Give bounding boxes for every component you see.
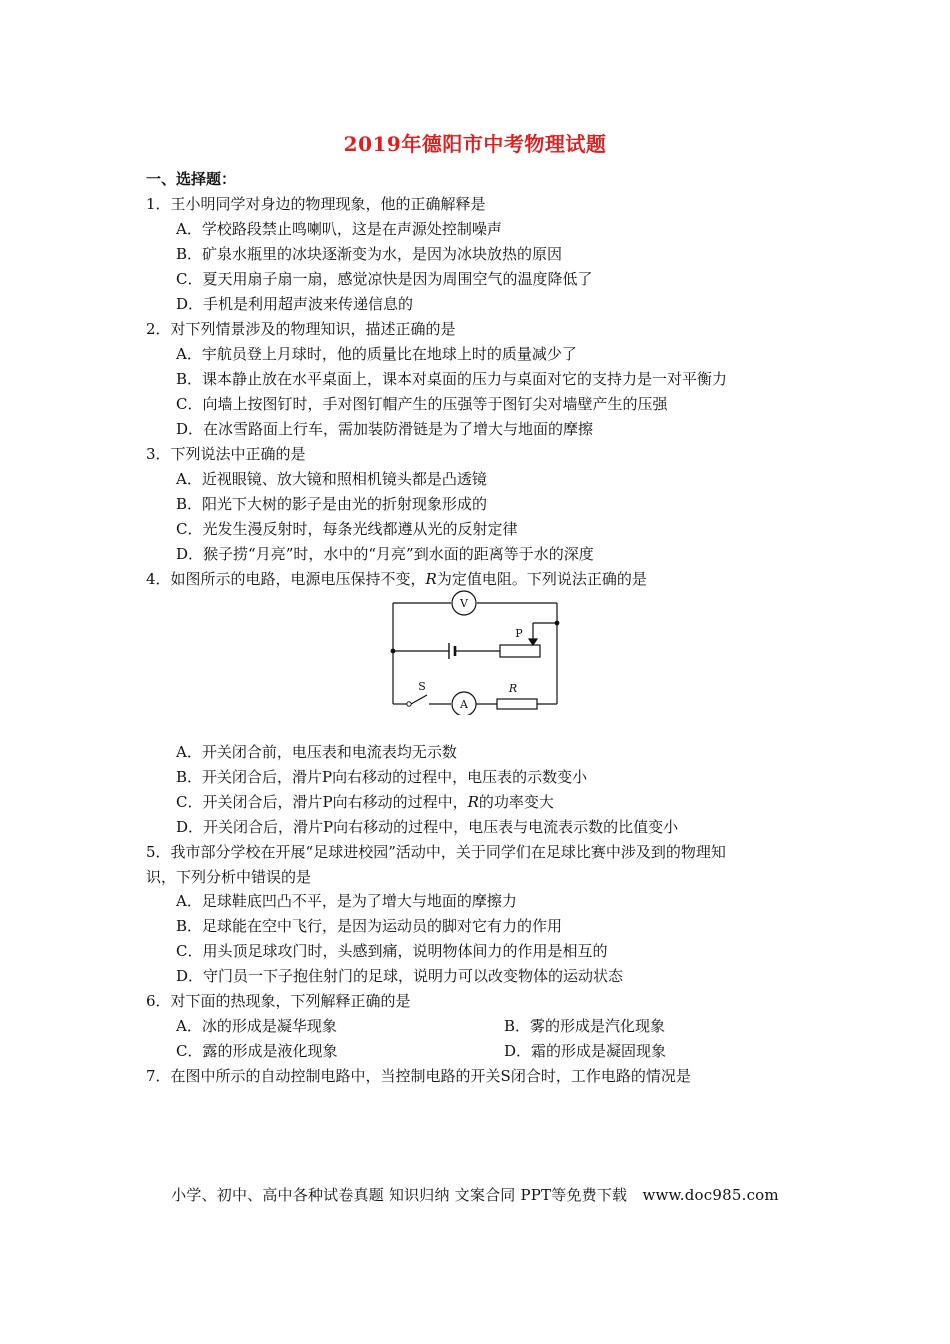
page-footer: 小学、初中、高中各种试卷真题 知识归纳 文案合同 PPT等免费下载 www.doc985.com xyxy=(171,1186,779,1204)
question-2-option-b: B．课本静止放在水平桌面上，课本对桌面的压力与桌面对它的支持力是一对平衡力 xyxy=(176,370,728,388)
switch-blade xyxy=(411,695,427,704)
question-5-option-c: C．用头顶足球攻门时，头感到痛，说明物体间力的作用是相互的 xyxy=(176,942,608,960)
ammeter-label: A xyxy=(460,698,468,711)
question-2-stem: 2．对下列情景涉及的物理知识，描述正确的是 xyxy=(146,320,456,338)
question-5-option-d: D．守门员一下子抱住射门的足球，说明力可以改变物体的运动状态 xyxy=(176,967,624,985)
question-4-option-d: D．开关闭合后，滑片P向右移动的过程中，电压表与电流表示数的比值变小 xyxy=(176,818,679,836)
question-1-option-d: D．手机是利用超声波来传递信息的 xyxy=(176,295,414,313)
switch-label: S xyxy=(418,680,426,693)
rheostat xyxy=(500,645,540,657)
section-heading: 一、选择题： xyxy=(146,170,237,188)
resistor xyxy=(497,699,537,709)
question-5-option-a: A．足球鞋底凹凸不平，是为了增大与地面的摩擦力 xyxy=(176,892,517,910)
question-4-stem-after: 为定值电阻。下列说法正确的是 xyxy=(436,570,647,588)
question-4-option-a: A．开关闭合前，电压表和电流表均无示数 xyxy=(176,743,457,761)
question-1-option-a: A．学校路段禁止鸣喇叭，这是在声源处控制噪声 xyxy=(176,220,502,238)
question-2-option-a: A．宇航员登上月球时，他的质量比在地球上时的质量减少了 xyxy=(176,345,577,363)
slider-label: P xyxy=(515,627,523,640)
question-2-option-c: C．向墙上按图钉时，手对图钉帽产生的压强等于图钉尖对墙壁产生的压强 xyxy=(176,395,668,413)
question-3-option-b: B．阳光下大树的影子是由光的折射现象形成的 xyxy=(176,495,488,513)
question-6-stem: 6．对下面的热现象，下列解释正确的是 xyxy=(146,992,411,1010)
question-3-option-c: C．光发生漫反射时，每条光线都遵从光的反射定律 xyxy=(176,520,518,538)
question-6-option-a: A．冰的形成是凝华现象 xyxy=(176,1017,337,1035)
question-1-option-b: B．矿泉水瓶里的冰块逐渐变为水，是因为冰块放热的原因 xyxy=(176,245,563,263)
slider-arrow-icon xyxy=(529,639,537,645)
question-2-option-d: D．在冰雪路面上行车，需加装防滑链是为了增大与地面的摩擦 xyxy=(176,420,594,438)
question-1-stem: 1．王小明同学对身边的物理现象，他的正确解释是 xyxy=(146,195,486,213)
question-3-option-d: D．猴子捞“月亮”时，水中的“月亮”到水面的距离等于水的深度 xyxy=(176,545,594,563)
question-4-option-b: B．开关闭合后，滑片P向右移动的过程中，电压表的示数变小 xyxy=(176,768,588,786)
switch-contact xyxy=(407,702,411,706)
question-4-option-c-after: 的功率变大 xyxy=(478,793,554,811)
junction-dot xyxy=(555,621,560,626)
question-5-stem-line1: 5．我市部分学校在开展“足球进校园”活动中，关于同学们在足球比赛中涉及到的物理知 xyxy=(146,843,726,861)
question-1-option-c: C．夏天用扇子扇一扇，感觉凉快是因为周围空气的温度降低了 xyxy=(176,270,593,288)
question-5-stem-line2: 识，下列分析中错误的是 xyxy=(146,868,312,886)
circuit-diagram xyxy=(385,585,565,715)
question-4-option-c-before: C．开关闭合后，滑片P向右移动的过程中， xyxy=(176,793,468,811)
question-4-stem-var: R xyxy=(425,570,437,588)
resistor-label: R xyxy=(508,682,518,695)
question-4-option-c-var: R xyxy=(467,793,479,811)
voltmeter-label: V xyxy=(460,597,468,610)
question-4-stem-before: 4．如图所示的电路，电源电压保持不变， xyxy=(146,570,426,588)
junction-dot xyxy=(391,649,396,654)
question-6-option-b: B．雾的形成是汽化现象 xyxy=(504,1017,666,1035)
question-6-option-c: C．露的形成是液化现象 xyxy=(176,1042,338,1060)
question-6-option-d: D．霜的形成是凝固现象 xyxy=(504,1042,667,1060)
question-3-option-a: A．近视眼镜、放大镜和照相机镜头都是凸透镜 xyxy=(176,470,487,488)
page-title: 2019年德阳市中考物理试题 xyxy=(343,132,607,156)
question-7-stem: 7．在图中所示的自动控制电路中，当控制电路的开关S闭合时，工作电路的情况是 xyxy=(146,1067,691,1085)
question-3-stem: 3．下列说法中正确的是 xyxy=(146,445,306,463)
question-4-option-c xyxy=(176,791,554,813)
question-5-option-b: B．足球能在空中飞行，是因为运动员的脚对它有力的作用 xyxy=(176,917,563,935)
